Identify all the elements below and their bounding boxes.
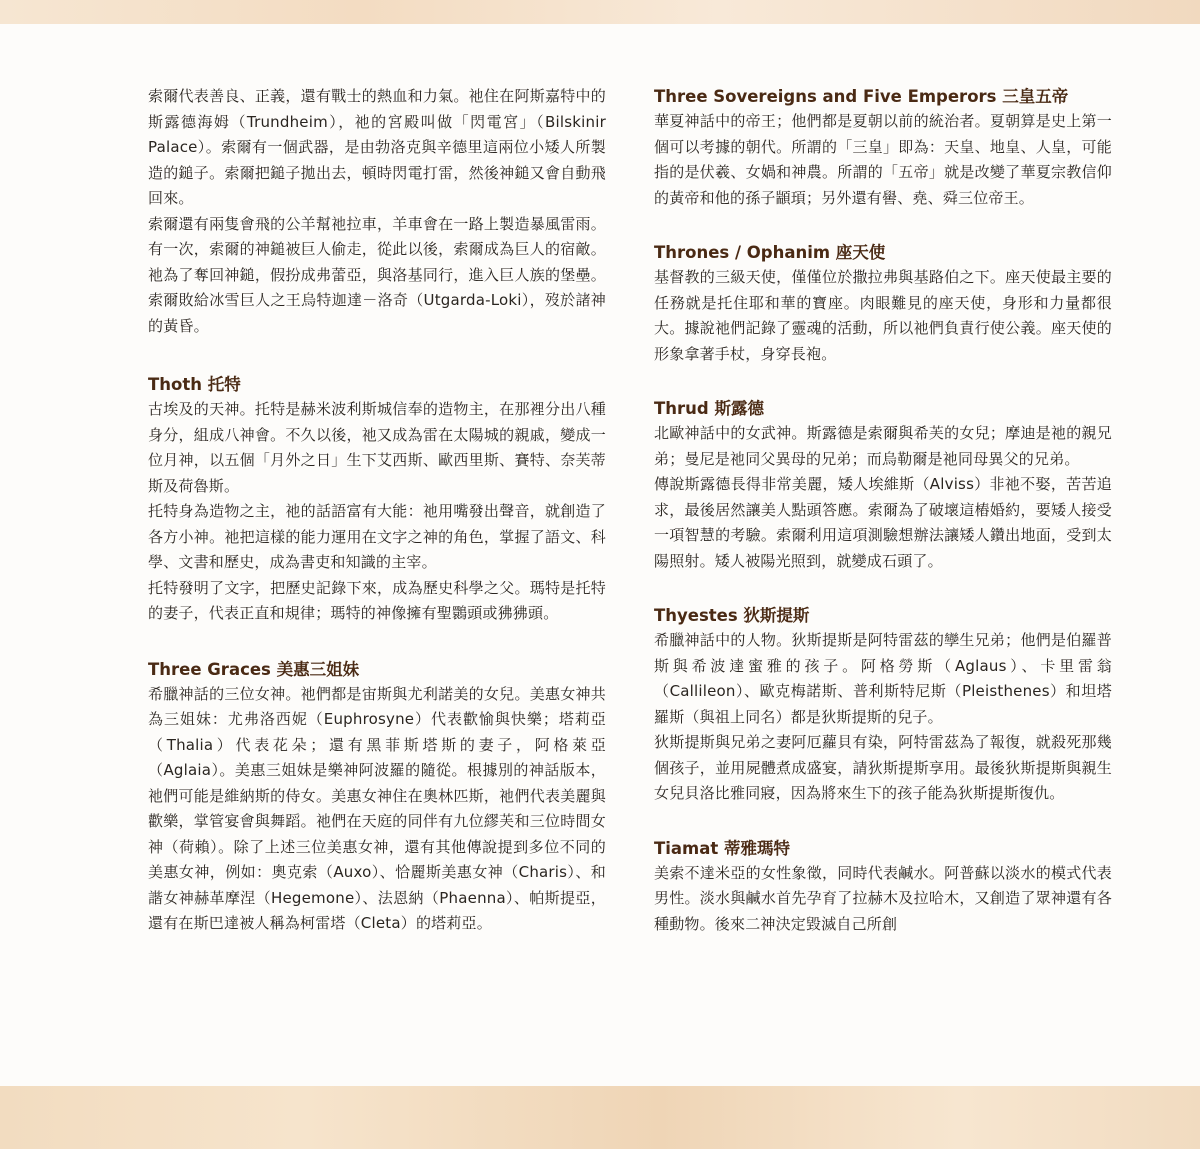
page-bottom-edge: [0, 1086, 1200, 1149]
left-column: [148, 84, 606, 937]
paragraph: 狄斯提斯與兄弟之妻阿厄蘿貝有染，阿特雷茲為了報復，就殺死那幾個孩子，並用屍體煮成盛宴，請狄斯提斯享用。最後狄斯提斯與親生女兒貝洛比雅同寢，因為將來生下的孩子能為狄斯提斯復仇。: [654, 733, 1112, 802]
entry-heading: Thoth 托特: [148, 375, 241, 394]
paragraph: 索爾還有兩隻會飛的公羊幫祂拉車，羊車會在一路上製造暴風雷雨。有一次，索爾的神鎚被巨人偷走，從此以後，索爾成為巨人的宿敵。祂為了奪回神鎚，假扮成弗蕾亞，與洛基同行，進入巨人族的堡壘。索爾敗給冰雪巨人之王烏特迦達－洛奇（Utgarda-Loki），歿於諸神的黃昏。: [148, 214, 606, 335]
entry-heading: Three Graces 美惠三姐妹: [148, 659, 360, 679]
paragraph: 希臘神話中的人物。狄斯提斯是阿特雷茲的孿生兄弟；他們是伯羅普斯與希波達蜜雅的孩子。阿格勞斯（Aglaus）、卡里雷翁（Callileon）、歐克梅諾斯、普利斯特尼斯（Pleisthenes）和坦塔羅斯（與祖上同名）都是狄斯提斯的兒子。: [654, 631, 1112, 726]
paragraph: 北歐神話中的女武神。斯露德是索爾與希芙的女兒；摩迪是祂的親兄弟；曼尼是祂同父異母的兄弟；而烏勒爾是祂同母異父的兄弟。: [654, 424, 1112, 468]
paragraph: 古埃及的天神。托特是赫米波利斯城信奉的造物主，在那裡分出八種身分，組成八神會。不久以後，祂又成為雷在太陽城的親戚，變成一位月神，以五個「月外之日」生下艾西斯、歐西里斯、賽特、奈芙蒂斯及荷魯斯。: [148, 400, 606, 495]
entry-thoth: [148, 372, 606, 627]
entry-thrud: [654, 396, 1112, 574]
paragraph: 索爾代表善良、正義，還有戰士的熱血和力氣。祂住在阿斯嘉特中的斯露德海姆（Trundheim），祂的宮殿叫做「閃電宮」（Bilskinir Palace）。索爾有一個武器，是由勃洛克與辛德里這兩位小矮人所製造的鎚子。索爾把鎚子拋出去，頓時閃電打雷，然後神鎚又會自動飛回來。: [148, 87, 606, 207]
entry-three-graces: [148, 657, 606, 937]
paragraph: 希臘神話的三位女神。祂們都是宙斯與尤利諾美的女兒。美惠女神共為三姐妹：尤弗洛西妮（Euphrosyne）代表歡愉與快樂；塔莉亞（Thalia）代表花朵；還有黑菲斯塔斯的妻子，阿格萊亞（Aglaia）。美惠三姐妹是樂神阿波羅的隨從。根據別的神話版本，祂們可能是維納斯的侍女。美惠女神住在奧林匹斯，祂們代表美麗與歡樂，掌管宴會與舞蹈。祂們在天庭的同伴有九位繆芙和三位時間女神（荷賴）。除了上述三位美惠女神，還有其他傳說提到多位不同的美惠女神，例如：奧克索（Auxo）、恰麗斯美惠女神（Charis）、和諧女神赫革摩涅（Hegemone）、法恩納（Phaenna）、帕斯提亞，還有在斯巴達被人稱為柯雷塔（Cleta）的塔莉亞。: [148, 684, 606, 932]
entry-heading: Thrones / Ophanim 座天使: [654, 243, 886, 262]
paragraph: 傳說斯露德長得非常美麗，矮人埃維斯（Alviss）非祂不娶，苦苦追求，最後居然讓美人點頭答應。索爾為了破壞這樁婚約，要矮人接受一項智慧的考驗。索爾利用這項測驗想辦法讓矮人鑽出地面，受到太陽照射。矮人被陽光照到，就變成石頭了。: [654, 475, 1112, 570]
paragraph: 華夏神話中的帝王；他們都是夏朝以前的統治者。夏朝算是史上第一個可以考據的朝代。所謂的「三皇」即為：天皇、地皇、人皇，可能指的是伏羲、女媧和神農。所謂的「五帝」就是改變了華夏宗教信仰的黃帝和他的孫子顓頊；另外還有嚳、堯、舜三位帝王。: [654, 112, 1112, 207]
entry-heading: Three Sovereigns and Five Emperors 三皇五帝: [654, 87, 1069, 106]
entry-thyestes: [654, 603, 1112, 807]
entry-heading: Thyestes 狄斯提斯: [654, 606, 810, 625]
entry-heading: Thrud 斯露德: [654, 399, 764, 418]
page-top-edge: [0, 0, 1200, 24]
entry-tiamat: [654, 836, 1112, 938]
entry-heading: Tiamat 蒂雅瑪特: [654, 838, 791, 858]
entry-thor-continued: [148, 84, 606, 339]
entry-three-sovereigns: [654, 84, 1112, 211]
entry-thrones: [654, 240, 1112, 367]
paragraph: 托特身為造物之主，祂的話語富有大能：祂用嘴發出聲音，就創造了各方小神。祂把這樣的能力運用在文字之神的角色，掌握了語文、科學、文書和歷史，成為書吏和知識的主宰。: [148, 502, 606, 571]
paragraph: 基督教的三級天使，僅僅位於撒拉弗與基路伯之下。座天使最主要的任務就是托住耶和華的寶座。肉眼難見的座天使，身形和力量都很大。據說祂們記錄了靈魂的活動，所以祂們負責行使公義。座天使的形象拿著手杖，身穿長袍。: [654, 268, 1112, 363]
right-column: [654, 84, 1112, 937]
paragraph: 托特發明了文字，把歷史記錄下來，成為歷史科學之父。瑪特是托特的妻子，代表正直和規律；瑪特的神像擁有聖䴉頭或狒狒頭。: [148, 578, 606, 622]
paragraph: 美索不達米亞的女性象徵，同時代表鹹水。阿普蘇以淡水的模式代表男性。淡水與鹹水首先孕育了拉赫木及拉哈木，又創造了眾神還有各種動物。後來二神決定毀滅自己所創: [654, 863, 1112, 933]
